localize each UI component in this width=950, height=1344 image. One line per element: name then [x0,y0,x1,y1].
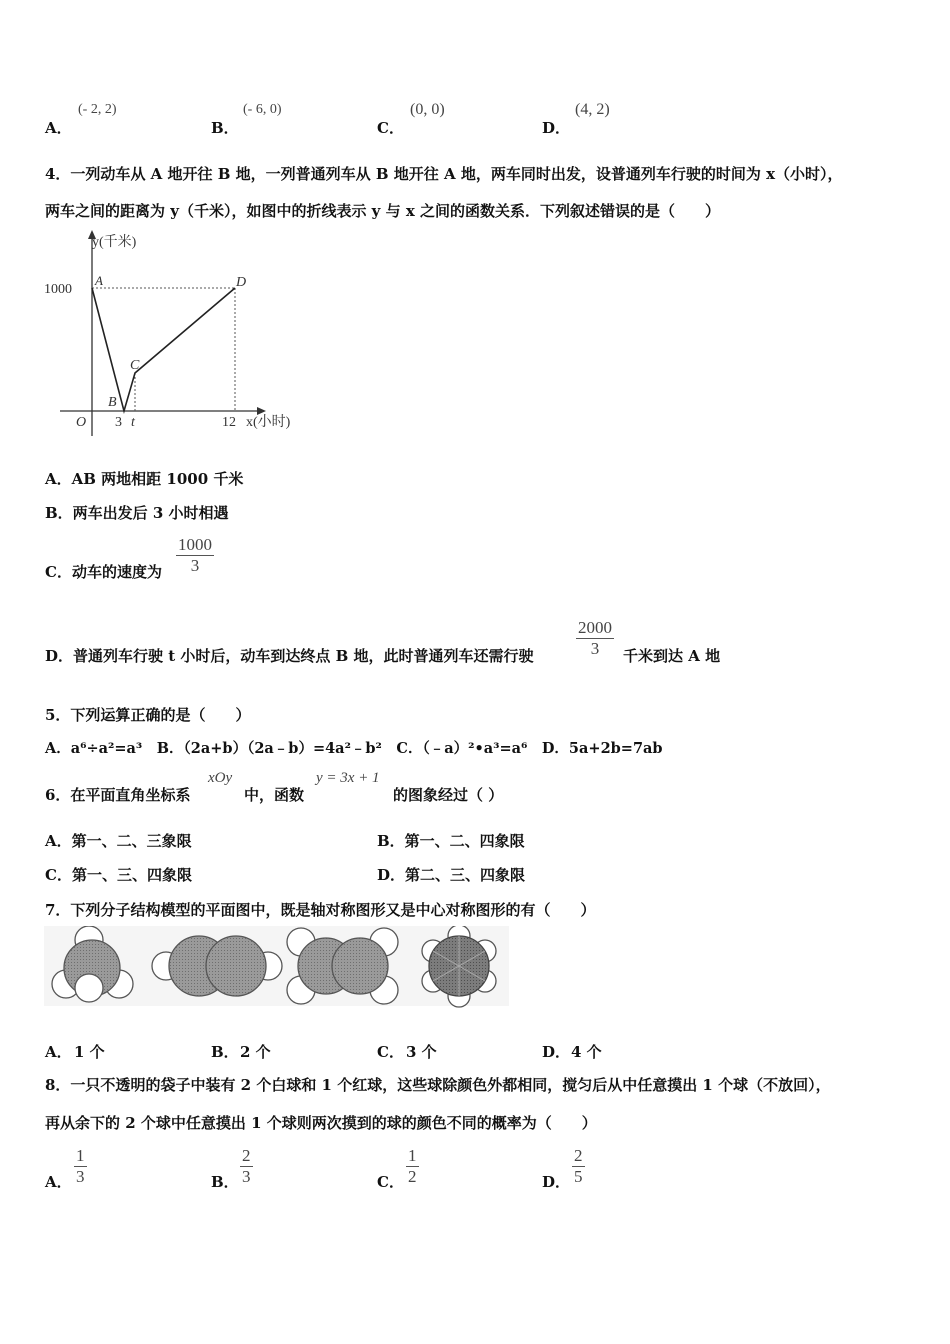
q5-stem: 5．下列运算正确的是（ ） [45,706,251,724]
point-a-label: A [95,273,103,288]
q8-option-a-denominator: 3 [76,1167,85,1186]
q6-function: y = 3x + 1 [316,770,380,786]
x-tick-3: 3 [115,415,122,430]
q3-option-c-label: C． [377,119,404,137]
x-axis-arrow-icon [257,407,266,415]
q6-option-d: D．第二、三、四象限 [377,866,526,884]
y-tick-1000: 1000 [44,282,72,297]
q8-option-b-label: B． [211,1173,239,1191]
q8-stem-line1: 8．一只不透明的袋子中装有 2 个白球和 1 个红球，这些球除颜色外都相同，搅匀后从中任意摸出 1 个球（不放回）， [45,1076,831,1094]
q7-option-c-label: C． [377,1043,404,1061]
q8-option-d-label: D． [542,1173,571,1191]
q7-option-b-label: B． [211,1043,239,1061]
q4-option-d-denominator: 3 [590,639,600,658]
q6-stem-part3: 的图象经过（ ） [393,786,504,804]
q4-option-d-fraction [576,618,614,659]
q6-coord-system: xOy [208,770,233,786]
q3-option-b-label: B． [211,119,239,137]
q8-option-b-fraction [240,1146,253,1187]
q8-option-d-denominator: 5 [574,1167,583,1186]
point-b-label: B [108,395,117,410]
q3-option-a-label: A． [45,119,72,137]
q4-option-d-numerator: 2000 [578,618,612,637]
q7-option-d-value: 4 个 [571,1043,602,1061]
q8-stem-line2: 再从余下的 2 个球中任意摸出 1 个球则两次摸到的球的颜色不同的概率为（ ） [45,1114,597,1132]
q6-option-c: C．第一、三、四象限 [45,866,192,884]
q4-option-c-numerator: 1000 [178,535,212,554]
q6-stem-part1: 6．在平面直角坐标系 [45,786,191,804]
q7-option-a-label: A． [45,1043,72,1061]
q4-option-c-text: C．动车的速度为 [45,563,162,581]
q8-option-b-denominator: 3 [242,1167,251,1186]
q3-option-a-value: (- 2, 2) [78,102,117,117]
q8-option-a-numerator: 1 [76,1146,85,1165]
q7-option-a-value: 1 个 [74,1043,105,1061]
q8-option-b-numerator: 2 [242,1146,251,1165]
q3-option-c-value: (0, 0) [410,101,445,118]
q4-option-a: A．AB 两地相距 1000 千米 [45,470,244,488]
q6-option-a: A．第一、二、三象限 [45,832,192,850]
q7-molecule-figures [44,926,512,1008]
q8-option-c-numerator: 1 [408,1146,417,1165]
y-axis-label: y(千米) [92,235,137,250]
q4-option-c-fraction [176,535,214,576]
q3-option-d-label: D． [542,119,571,137]
q3-option-b-value: (- 6, 0) [243,102,282,117]
x-axis-label: x(小时) [246,415,291,430]
q8-option-c-denominator: 2 [408,1167,417,1186]
x-tick-12: 12 [222,415,236,430]
q8-option-d-numerator: 2 [574,1146,583,1165]
q8-option-a-fraction [74,1146,87,1187]
q3-option-d-value: (4, 2) [575,101,610,118]
q7-stem: 7．下列分子结构模型的平面图中，既是轴对称图形又是中心对称图形的有（ ） [45,901,596,919]
q4-option-d-text2: 千米到达 A 地 [623,647,721,665]
origin-label: O [76,415,87,430]
q4-option-c-denominator: 3 [190,556,200,575]
q8-option-d-fraction [572,1146,585,1187]
q8-option-c-label: C． [377,1173,404,1191]
q4-option-d-text1: D．普通列车行驶 t 小时后，动车到达终点 B 地，此时普通列车还需行驶 [45,647,534,665]
q7-option-d-label: D． [542,1043,571,1061]
point-d-label: D [236,275,247,290]
q6-option-b: B．第一、二、四象限 [377,832,525,850]
function-polyline [92,288,235,411]
q4-option-b: B．两车出发后 3 小时相遇 [45,504,229,522]
x-tick-t: t [131,415,135,430]
q5-options: A．a⁶÷a²=a³ B．（2a+b）（2a﹣b）=4a²﹣b² C．（﹣a）²•a³=a⁶ D．5a+2b=7ab [45,740,663,757]
q6-stem-part2: 中，函数 [244,786,305,804]
q4-stem-line2: 两车之间的距离为 y（千米），如图中的折线表示 y 与 x 之间的函数关系．下列叙述错误的是（ ） [45,202,720,220]
q8-option-a-label: A． [45,1173,72,1191]
point-c-label: C [130,358,140,373]
q7-option-b-value: 2 个 [240,1043,271,1061]
q7-option-c-value: 3 个 [406,1043,437,1061]
q4-stem-line1: 4．一列动车从 A 地开往 B 地，一列普通列车从 B 地开往 A 地，两车同时出发，设普通列车行驶的时间为 x（小时）， [45,165,843,183]
q4-graph [40,228,315,438]
q8-option-c-fraction [406,1146,419,1187]
